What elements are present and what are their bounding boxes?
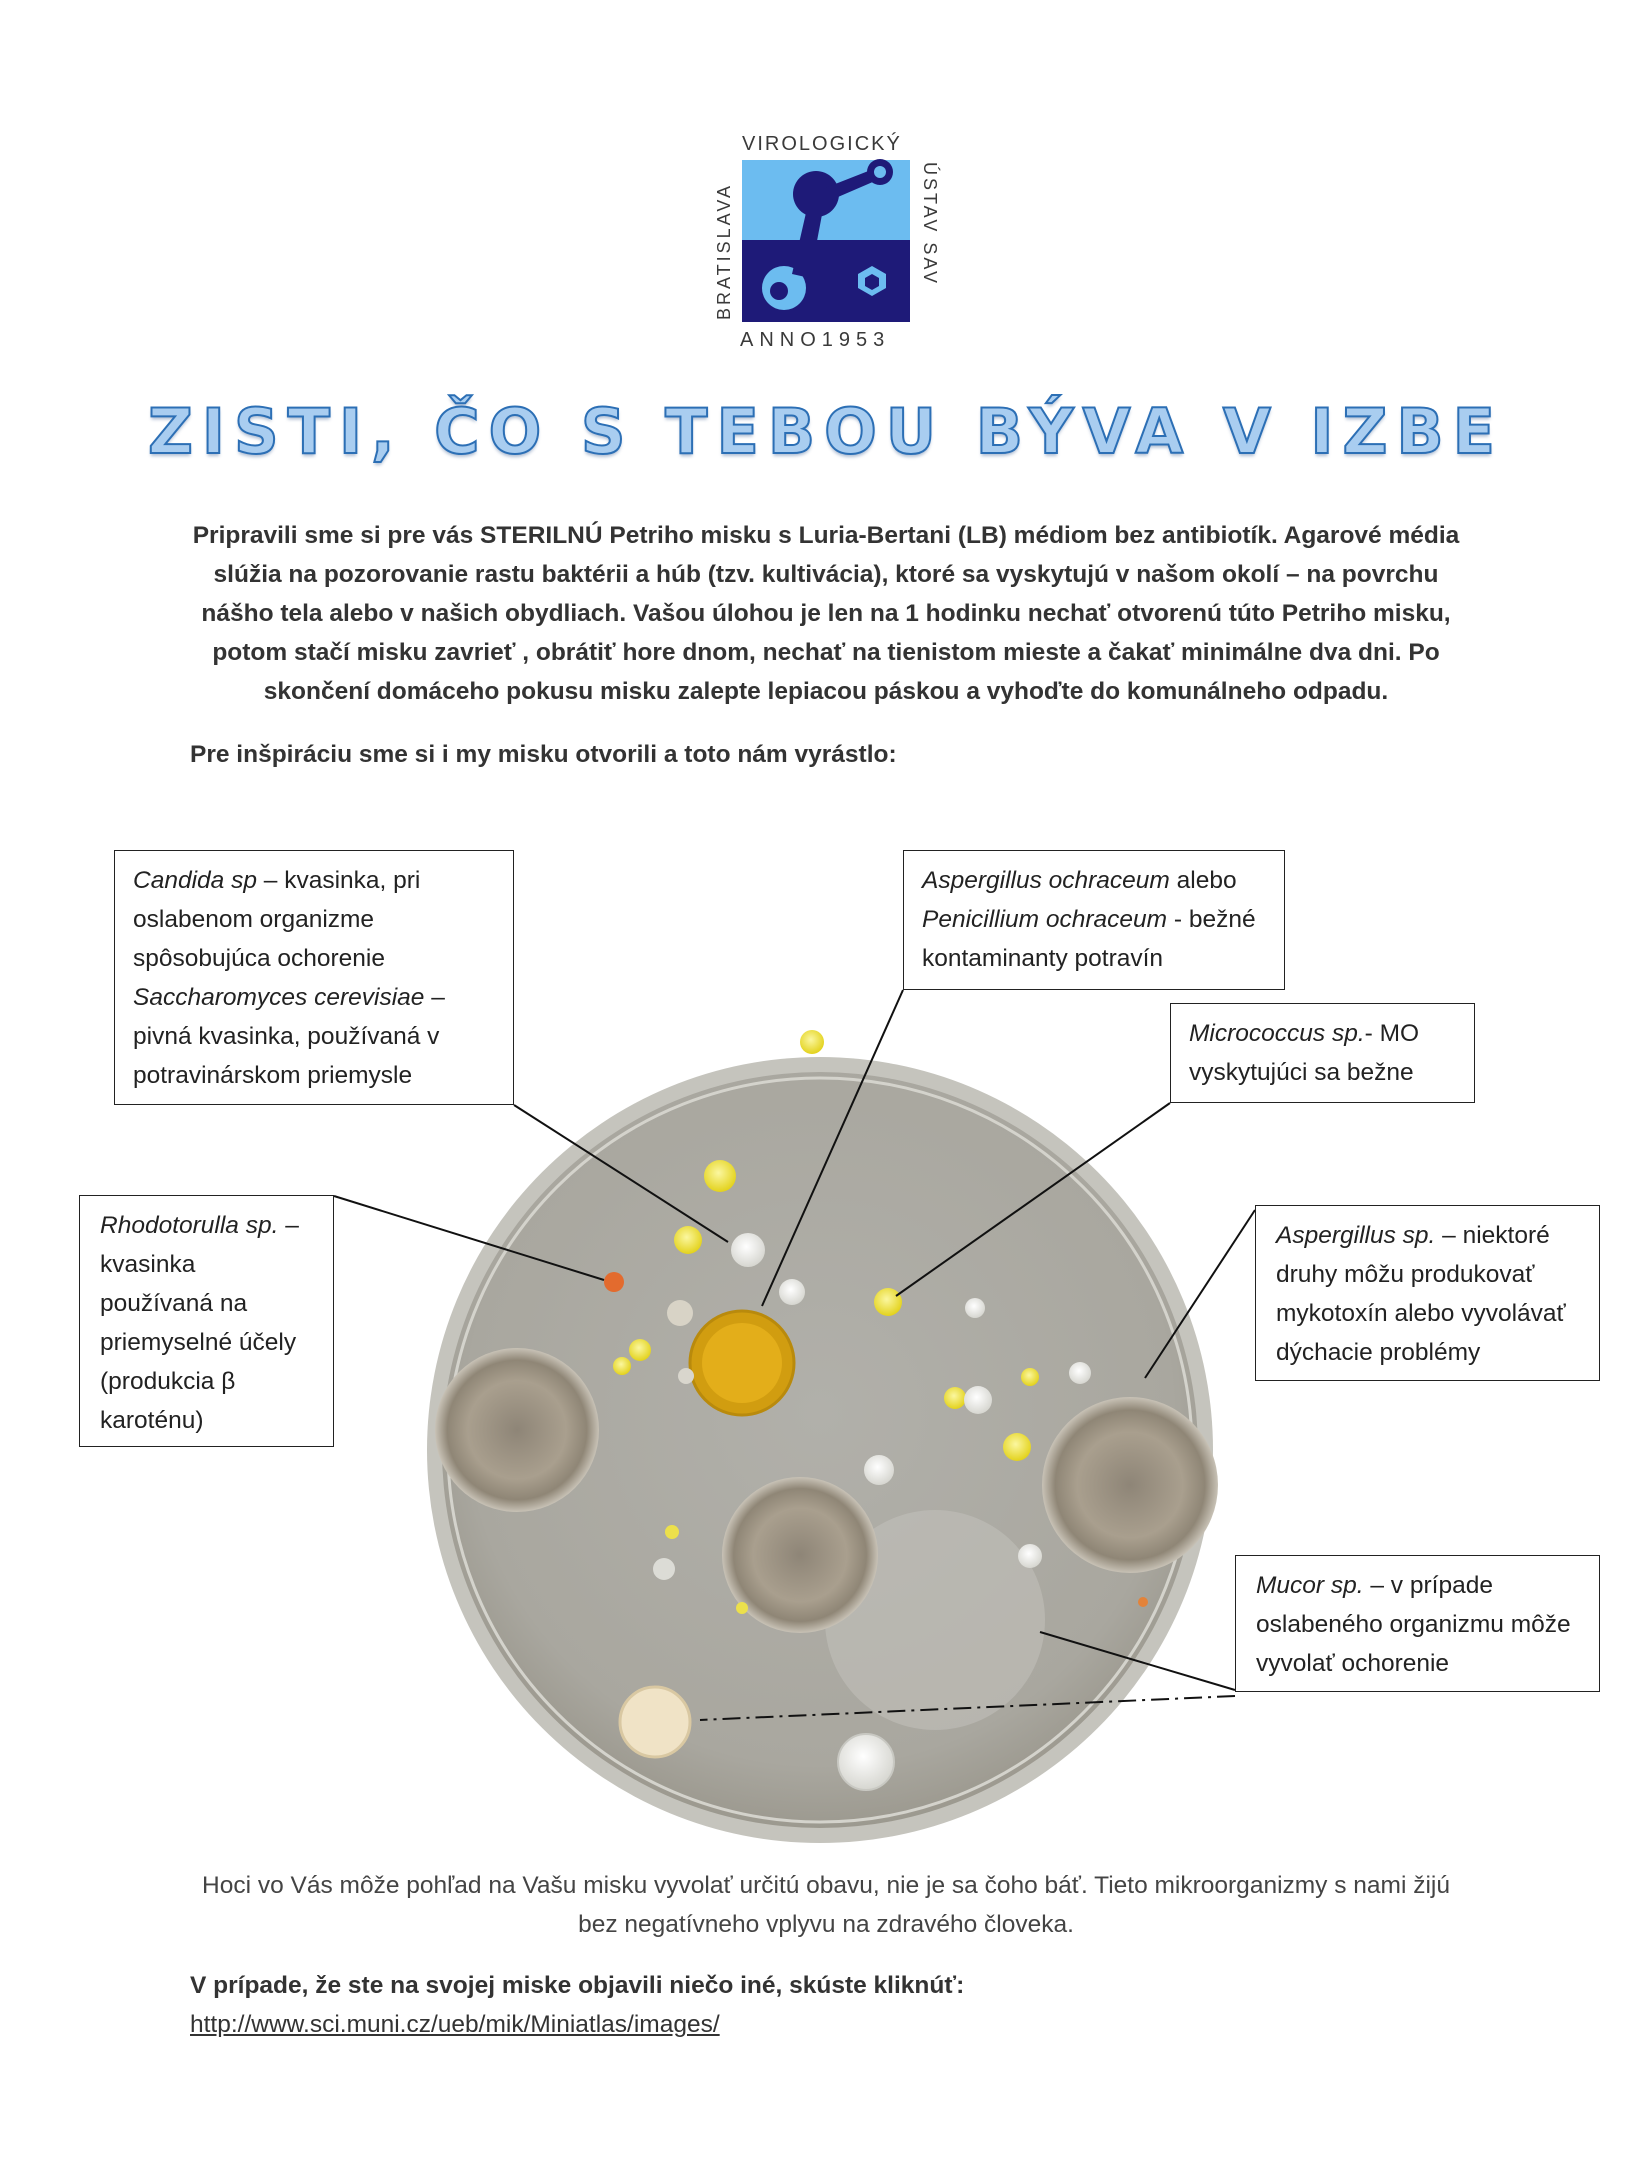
logo-left-text: BRATISLAVA (714, 182, 734, 320)
callout-aspergsp-name: Aspergillus sp. (1276, 1222, 1436, 1249)
callout-aspergillus-ochraceum (903, 850, 1285, 990)
candida-colony (620, 1687, 690, 1757)
callout-rhodotorula-text: – kvasinka používaná na priemyselné účely (produkcia β karoténu) (100, 1212, 299, 1434)
callout-aspergsp-text: – niektoré druhy môžu produkovať mykotoxín alebo vyvolávať dýchacie problémy (1276, 1222, 1566, 1366)
callout-mucor-text: – v prípade oslabeného organizmu môže vyvolať ochorenie (1256, 1572, 1571, 1677)
micrococcus-colony (874, 1288, 902, 1316)
callout-micrococcus-text: - MO vyskytujúci sa bežne (1189, 1020, 1420, 1086)
intro-paragraph: Pripravili sme si pre vás STERILNÚ Petriho misku s Luria-Bertani (LB) médiom bez antibiotík. Agarové média slúžia na pozorovanie rastu baktérii a húb (tzv. kultivácia), ktoré sa vyskytujú v našom okolí – na povrchu nášho tela alebo v našich obydliach. Vašou úlohou je len na 1 hodinku nechať otvorenú túto Petriho misku, potom stačí misku zavrieť , obrátiť hore dnom, nechať na tienistom mieste a čakať minimálne dva dni. Po skončení domáceho pokusu misku zalepte lepiacou páskou a vyhoďte do komunálneho odpadu. (192, 522, 1460, 705)
callout-candida-name1: Candida sp (133, 867, 257, 894)
aspergillus-colony-left (435, 1348, 599, 1512)
reassurance-note: Hoci vo Vás môže pohľad na Vašu misku vyvolať určitú obavu, nie je sa čoho báť. Tieto mikroorganizmy s nami žijú bez negatívneho vplyvu na zdravého človeka. (202, 1872, 1450, 1938)
callout-aspergoch-text1: alebo (1169, 867, 1237, 894)
page-title: ZISTI, ČO S TEBOU BÝVA V IZBE (147, 395, 1505, 468)
rhodotorula-colony (604, 1272, 624, 1292)
institute-logo (700, 128, 950, 358)
callout-mucor-name: Mucor sp. (1256, 1572, 1364, 1599)
aspergillus-colony-right (1042, 1397, 1218, 1573)
callout-aspergoch-name2: Penicillium ochraceum (922, 906, 1168, 933)
callout-micrococcus-name: Micrococcus sp. (1189, 1020, 1365, 1047)
callout-aspergillus-sp (1255, 1205, 1600, 1381)
logo-bottom-text: ANNO1953 (740, 329, 891, 351)
callout-candida (114, 850, 514, 1105)
help-prompt: V prípade, že ste na svojej miske objavili niečo iné, skúste kliknúť: (190, 1972, 965, 1999)
inspiration-text: Pre inšpiráciu sme si i my misku otvorili a toto nám vyrástlo: (190, 741, 897, 768)
callout-candida-text2: – pivná kvasinka, používaná v potravinárskom priemysle (133, 984, 445, 1089)
petri-dish-photo (427, 1030, 1218, 1843)
callout-aspergoch-name1: Aspergillus ochraceum (922, 867, 1170, 894)
callout-rhodotorula-name: Rhodotorulla sp. (100, 1212, 279, 1239)
callout-candida-name2: Saccharomyces cerevisiae (133, 984, 425, 1011)
callout-micrococcus (1170, 1003, 1475, 1103)
callout-rhodotorula (79, 1195, 334, 1447)
callout-candida-text1: – kvasinka, pri oslabenom organizme spôsobujúca ochorenie (133, 867, 421, 972)
logo-right-text: ÚSTAV SAV (920, 162, 940, 287)
miniatlas-link[interactable]: http://www.sci.muni.cz/ueb/mik/Miniatlas/images/ (190, 2011, 720, 2038)
callout-mucor (1235, 1555, 1600, 1692)
logo-graphic (700, 128, 950, 358)
callout-aspergoch-text2: - bežné kontaminanty potravín (922, 906, 1256, 972)
logo-top-text: VIROLOGICKÝ (742, 133, 902, 155)
